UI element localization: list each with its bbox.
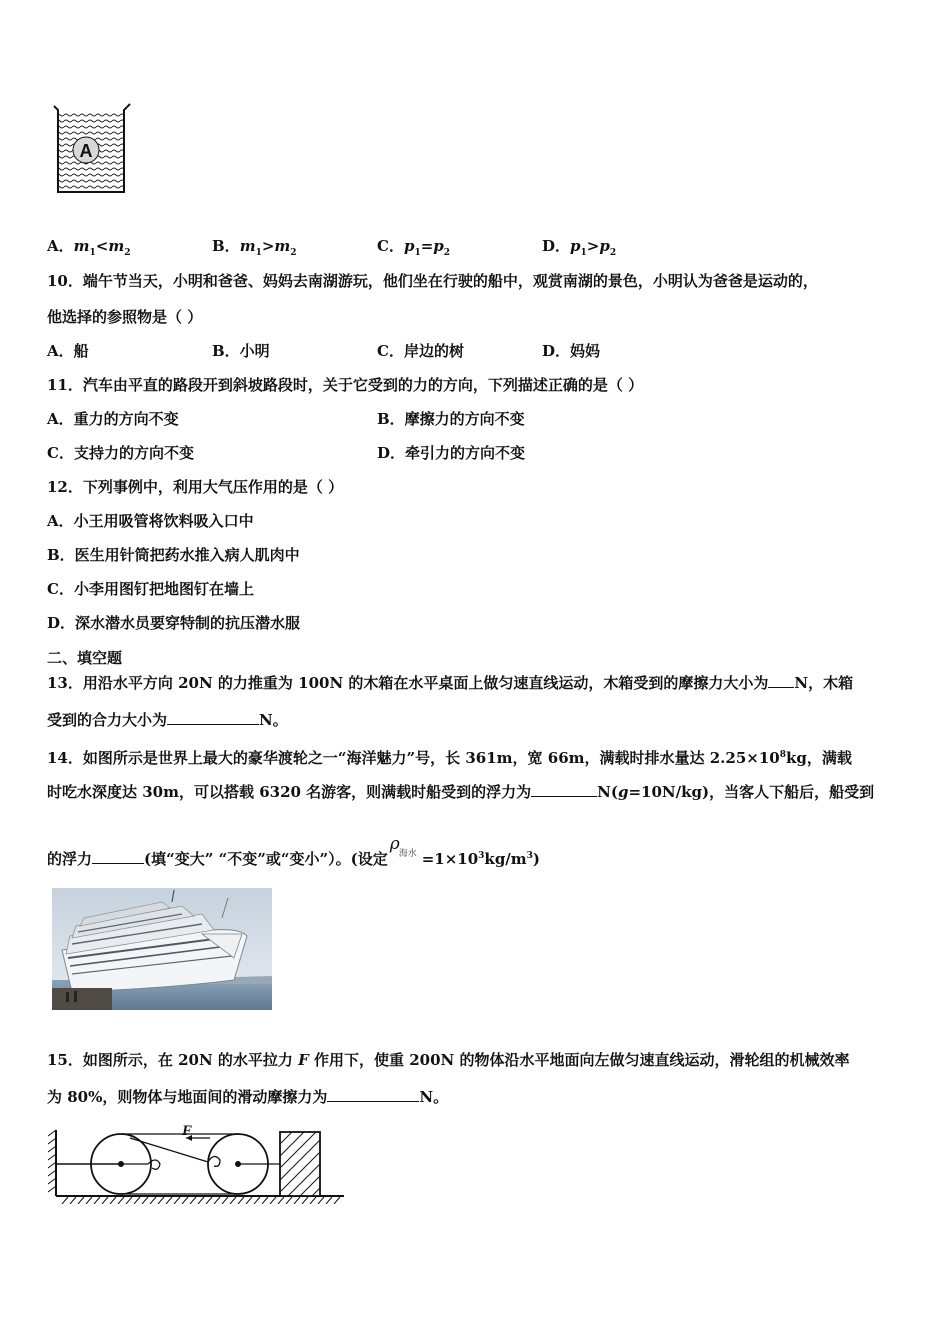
q14-line2: 时吃水深度达 30m，可以搭载 6320 名游客，则满载时船受到的浮力为 N(g=10N/kg)，当客人下船后，船受到 [47,783,875,801]
q15-blank[interactable] [327,1087,419,1102]
q10-option-b[interactable]: B．小明 [212,342,270,360]
q13-blank-2[interactable] [167,710,259,725]
q15-line1: 15．如图所示，在 20N 的水平拉力 F 作用下，使重 200N 的物体沿水平地面向左做匀速直线运动，滑轮组的机械效率 [47,1051,850,1069]
q11-option-b[interactable]: B．摩擦力的方向不变 [377,410,525,428]
q11-option-c[interactable]: C．支持力的方向不变 [47,444,194,462]
rho-symbol: ρ [389,834,400,854]
rho-subscript: 海水 [398,849,417,859]
q9-option-b[interactable]: B．$m_1>m_2$ [212,237,297,258]
object-a-label: A [79,141,93,161]
section-heading-fill-in: 二、填空题 [47,649,123,667]
q13-blank-1[interactable] [768,673,794,688]
q14-blank-2[interactable] [92,849,144,864]
q9-option-c[interactable]: C．$p_1=p_2$ [377,237,451,258]
force-f-label: F [182,1123,193,1139]
q14-line3: 的浮力 (填“变大” “不变”或“变小”）。(设定 ρ 海水 $=1\times 10^3kg/m^3$) [47,834,541,868]
q9-option-d[interactable]: D．$p_1>p_2$ [542,237,617,258]
q12-option-c[interactable]: C．小李用图钉把地图钉在墙上 [47,580,254,598]
q10-option-c[interactable]: C．岸边的树 [377,342,464,360]
q12-option-a[interactable]: A．小王用吸管将饮料吸入口中 [47,512,254,530]
q11-option-d[interactable]: D．牵引力的方向不变 [377,444,526,462]
q12-option-b[interactable]: B．医生用针筒把药水推入病人肌肉中 [47,546,300,564]
beaker-figure [48,100,134,200]
q9-option-a[interactable]: A．$m_1<m_2$ [47,237,131,258]
q11-stem: 11．汽车由平直的路段开到斜坡路段时，关于它受到的力的方向，下列描述正确的是（ ） [47,376,644,394]
q10-stem-line2: 他选择的参照物是（ ） [47,308,203,326]
pulley-system-figure [48,1120,348,1204]
q14-line1: 14．如图所示是世界上最大的豪华渡轮之一“海洋魅力”号，长 361m，宽 66m，满载时排水量达 $2.25\times 10^8kg$，满载 [47,749,852,767]
q12-stem: 12．下列事例中，利用大气压作用的是（ ） [47,478,344,496]
q10-stem-line1: 10．端午节当天，小明和爸爸、妈妈去南湖游玩，他们坐在行驶的船中，观赏南湖的景色，小明认为爸爸是运动的， [47,272,818,290]
q11-option-a[interactable]: A．重力的方向不变 [47,410,179,428]
q14-blank-1[interactable] [531,782,597,797]
q12-option-d[interactable]: D．深水潜水员要穿特制的抗压潜水服 [47,614,301,632]
q15-line2: 为 80%，则物体与地面间的滑动摩擦力为 N。 [47,1088,449,1106]
cruise-ship-photo [52,888,272,1010]
q13-line2: 受到的合力大小为 N。 [47,711,288,729]
q13-line1: 13．用沿水平方向 20N 的力推重为 100N 的木箱在水平桌面上做匀速直线运动，木箱受到的摩擦力大小为 N，木箱 [47,674,854,692]
q10-option-d[interactable]: D．妈妈 [542,342,601,360]
q10-option-a[interactable]: A．船 [47,342,89,360]
